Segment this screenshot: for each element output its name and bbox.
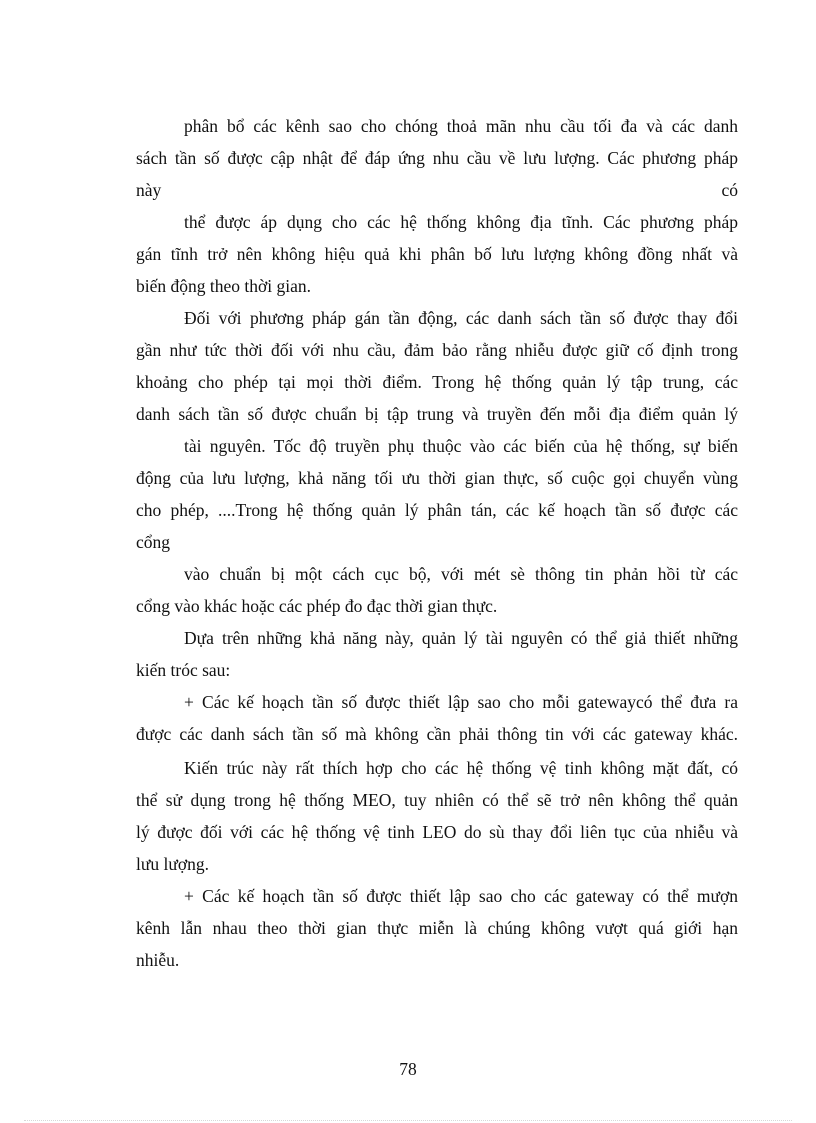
text-line: kênh lẫn nhau theo thời gian thực miễn là chúng không vượt quá giới hạn bbox=[136, 918, 738, 938]
text-line: cho phép, ....Trong hệ thống quản lý phân tán, các kế hoạch tần số được các bbox=[136, 500, 738, 520]
page-bottom-divider bbox=[24, 1120, 792, 1121]
text-line: cổng bbox=[136, 532, 171, 552]
text-line: cổng vào khác hoặc các phép đo đạc thời gian thực. bbox=[136, 596, 498, 616]
text-line: lý được đối với các hệ thống vệ tinh LEO do sù thay đổi liên tục của nhiễu và bbox=[136, 822, 738, 842]
text-line: Đối với phương pháp gán tần động, các danh sách tần số được thay đổi bbox=[184, 308, 738, 328]
text-line: động của lưu lượng, khả năng tối ưu thời gian thực, số cuộc gọi chuyển vùng bbox=[136, 468, 738, 488]
text-line: lưu lượng. bbox=[136, 854, 209, 874]
page-number: 78 bbox=[399, 1059, 417, 1079]
text-line: gần như tức thời đối với nhu cầu, đảm bảo rằng nhiễu được giữ cố định trong bbox=[136, 340, 738, 360]
text-line: phân bổ các kênh sao cho chóng thoả mãn nhu cầu tối đa và các danh bbox=[184, 116, 738, 136]
text-line: thể sử dụng trong hệ thống MEO, tuy nhiên có thể sẽ trở nên không thể quản bbox=[136, 790, 738, 810]
text-line: tài nguyên. Tốc độ truyền phụ thuộc vào các biến của hệ thống, sự biến bbox=[184, 436, 738, 456]
text-line: biến động theo thời gian. bbox=[136, 276, 311, 296]
text-line: khoảng cho phép tại mọi thời điểm. Trong hệ thống quản lý tập trung, các bbox=[136, 372, 738, 392]
text-line: này có bbox=[136, 180, 738, 200]
text-line: Kiến trúc này rất thích hợp cho các hệ thống vệ tinh không mặt đất, có bbox=[184, 758, 738, 778]
text-line: + Các kế hoạch tần số được thiết lập sao cho mỗi gatewaycó thể đưa ra bbox=[184, 692, 738, 712]
text-line: thể được áp dụng cho các hệ thống không địa tĩnh. Các phương pháp bbox=[184, 212, 738, 232]
text-line: kiến tróc sau: bbox=[136, 660, 231, 680]
text-line: nhiễu. bbox=[136, 950, 180, 970]
text-line: danh sách tần số được chuẩn bị tập trung và truyền đến mỗi địa điểm quản lý bbox=[136, 404, 738, 424]
text-line: gán tĩnh trở nên không hiệu quả khi phân bố lưu lượng không đồng nhất và bbox=[136, 244, 738, 264]
text-line: + Các kế hoạch tần số được thiết lập sao cho các gateway có thể mượn bbox=[184, 886, 738, 906]
text-line: Dựa trên những khả năng này, quản lý tài nguyên có thể giả thiết những bbox=[184, 628, 738, 648]
text-line: sách tần số được cập nhật để đáp ứng nhu cầu về lưu lượng. Các phương pháp bbox=[136, 148, 738, 168]
text-line: vào chuẩn bị một cách cục bộ, với mét sè thông tin phản hồi từ các bbox=[184, 564, 738, 584]
text-line: được các danh sách tần số mà không cần phải thông tin với các gateway khác. bbox=[136, 724, 738, 744]
